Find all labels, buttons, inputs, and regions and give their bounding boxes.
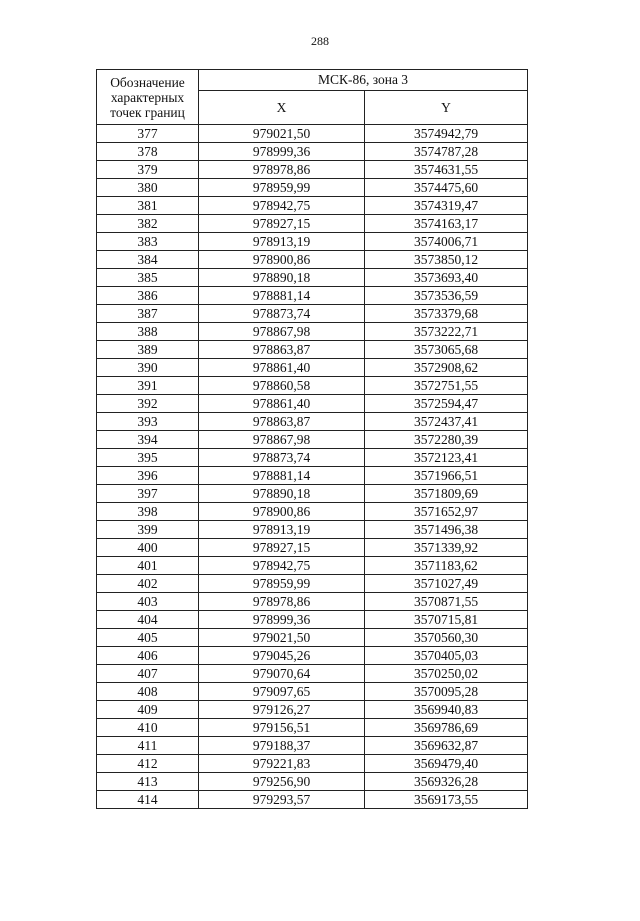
y-cell: 3570871,55 xyxy=(365,593,528,611)
y-cell: 3574319,47 xyxy=(365,197,528,215)
y-cell: 3570715,81 xyxy=(365,611,528,629)
table-row xyxy=(97,647,528,665)
point-cell: 384 xyxy=(97,251,199,269)
table-row xyxy=(97,593,528,611)
x-cell: 978881,14 xyxy=(199,287,365,305)
x-cell: 978860,58 xyxy=(199,377,365,395)
y-cell: 3574163,17 xyxy=(365,215,528,233)
table-row xyxy=(97,359,528,377)
y-cell: 3571027,49 xyxy=(365,575,528,593)
point-cell: 394 xyxy=(97,431,199,449)
table-body xyxy=(97,125,528,809)
y-cell: 3569632,87 xyxy=(365,737,528,755)
point-cell: 386 xyxy=(97,287,199,305)
point-cell: 397 xyxy=(97,485,199,503)
table-row xyxy=(97,467,528,485)
x-cell: 978999,36 xyxy=(199,143,365,161)
x-cell: 978978,86 xyxy=(199,161,365,179)
y-cell: 3574787,28 xyxy=(365,143,528,161)
x-cell: 978913,19 xyxy=(199,521,365,539)
table-header xyxy=(97,70,528,125)
y-cell: 3571966,51 xyxy=(365,467,528,485)
y-cell: 3569173,55 xyxy=(365,791,528,809)
y-cell: 3569786,69 xyxy=(365,719,528,737)
table-row xyxy=(97,161,528,179)
y-cell: 3572437,41 xyxy=(365,413,528,431)
point-cell: 404 xyxy=(97,611,199,629)
x-cell: 979126,27 xyxy=(199,701,365,719)
y-cell: 3570560,30 xyxy=(365,629,528,647)
x-cell: 978867,98 xyxy=(199,431,365,449)
y-cell: 3574475,60 xyxy=(365,179,528,197)
point-cell: 377 xyxy=(97,125,199,143)
x-cell: 978873,74 xyxy=(199,449,365,467)
y-cell: 3571809,69 xyxy=(365,485,528,503)
table-row xyxy=(97,791,528,809)
y-cell: 3573536,59 xyxy=(365,287,528,305)
x-cell: 978942,75 xyxy=(199,197,365,215)
x-cell: 978900,86 xyxy=(199,251,365,269)
y-cell: 3569940,83 xyxy=(365,701,528,719)
x-cell: 978942,75 xyxy=(199,557,365,575)
table-row xyxy=(97,737,528,755)
header-y: Y xyxy=(365,91,528,125)
table-row xyxy=(97,305,528,323)
point-cell: 398 xyxy=(97,503,199,521)
point-cell: 411 xyxy=(97,737,199,755)
table-row xyxy=(97,611,528,629)
point-cell: 402 xyxy=(97,575,199,593)
table-row xyxy=(97,251,528,269)
header-designation: Обозначение характерных точек границ xyxy=(97,70,199,125)
point-cell: 381 xyxy=(97,197,199,215)
y-cell: 3571652,97 xyxy=(365,503,528,521)
point-cell: 383 xyxy=(97,233,199,251)
header-x: X xyxy=(199,91,365,125)
x-cell: 978861,40 xyxy=(199,359,365,377)
table-row xyxy=(97,773,528,791)
table-row xyxy=(97,539,528,557)
y-cell: 3570095,28 xyxy=(365,683,528,701)
y-cell: 3572751,55 xyxy=(365,377,528,395)
y-cell: 3572123,41 xyxy=(365,449,528,467)
point-cell: 409 xyxy=(97,701,199,719)
point-cell: 403 xyxy=(97,593,199,611)
x-cell: 978867,98 xyxy=(199,323,365,341)
table-row xyxy=(97,521,528,539)
table-row xyxy=(97,629,528,647)
table-row xyxy=(97,269,528,287)
y-cell: 3573693,40 xyxy=(365,269,528,287)
point-cell: 387 xyxy=(97,305,199,323)
table-row xyxy=(97,449,528,467)
point-cell: 413 xyxy=(97,773,199,791)
y-cell: 3574006,71 xyxy=(365,233,528,251)
x-cell: 978881,14 xyxy=(199,467,365,485)
x-cell: 978999,36 xyxy=(199,611,365,629)
x-cell: 979221,83 xyxy=(199,755,365,773)
point-cell: 393 xyxy=(97,413,199,431)
table-row xyxy=(97,143,528,161)
y-cell: 3570405,03 xyxy=(365,647,528,665)
y-cell: 3572908,62 xyxy=(365,359,528,377)
point-cell: 392 xyxy=(97,395,199,413)
x-cell: 978863,87 xyxy=(199,341,365,359)
table-row xyxy=(97,341,528,359)
x-cell: 979188,37 xyxy=(199,737,365,755)
table-row xyxy=(97,323,528,341)
table-row xyxy=(97,575,528,593)
point-cell: 395 xyxy=(97,449,199,467)
x-cell: 979156,51 xyxy=(199,719,365,737)
point-cell: 379 xyxy=(97,161,199,179)
table-row xyxy=(97,701,528,719)
x-cell: 978890,18 xyxy=(199,269,365,287)
table-row xyxy=(97,233,528,251)
x-cell: 978863,87 xyxy=(199,413,365,431)
x-cell: 978978,86 xyxy=(199,593,365,611)
y-cell: 3573850,12 xyxy=(365,251,528,269)
x-cell: 978927,15 xyxy=(199,215,365,233)
point-cell: 389 xyxy=(97,341,199,359)
point-cell: 410 xyxy=(97,719,199,737)
point-cell: 408 xyxy=(97,683,199,701)
x-cell: 978959,99 xyxy=(199,575,365,593)
y-cell: 3574631,55 xyxy=(365,161,528,179)
table-row xyxy=(97,503,528,521)
y-cell: 3569326,28 xyxy=(365,773,528,791)
coordinates-table xyxy=(96,69,528,809)
header-coordinate-system: МСК-86, зона 3 xyxy=(199,70,528,91)
point-cell: 380 xyxy=(97,179,199,197)
x-cell: 978890,18 xyxy=(199,485,365,503)
y-cell: 3569479,40 xyxy=(365,755,528,773)
y-cell: 3571339,92 xyxy=(365,539,528,557)
point-cell: 400 xyxy=(97,539,199,557)
x-cell: 979070,64 xyxy=(199,665,365,683)
y-cell: 3573379,68 xyxy=(365,305,528,323)
table-row xyxy=(97,413,528,431)
table-row xyxy=(97,179,528,197)
table-row xyxy=(97,215,528,233)
point-cell: 407 xyxy=(97,665,199,683)
table-row xyxy=(97,125,528,143)
table-row xyxy=(97,197,528,215)
point-cell: 391 xyxy=(97,377,199,395)
point-cell: 382 xyxy=(97,215,199,233)
point-cell: 401 xyxy=(97,557,199,575)
point-cell: 390 xyxy=(97,359,199,377)
table-row xyxy=(97,485,528,503)
point-cell: 399 xyxy=(97,521,199,539)
point-cell: 406 xyxy=(97,647,199,665)
x-cell: 979021,50 xyxy=(199,629,365,647)
x-cell: 978900,86 xyxy=(199,503,365,521)
point-cell: 378 xyxy=(97,143,199,161)
table-row xyxy=(97,431,528,449)
table-row xyxy=(97,719,528,737)
x-cell: 979045,26 xyxy=(199,647,365,665)
point-cell: 405 xyxy=(97,629,199,647)
point-cell: 412 xyxy=(97,755,199,773)
page-number: 288 xyxy=(311,34,329,48)
x-cell: 978861,40 xyxy=(199,395,365,413)
y-cell: 3574942,79 xyxy=(365,125,528,143)
y-cell: 3571183,62 xyxy=(365,557,528,575)
y-cell: 3573065,68 xyxy=(365,341,528,359)
table-row xyxy=(97,557,528,575)
point-cell: 414 xyxy=(97,791,199,809)
x-cell: 978959,99 xyxy=(199,179,365,197)
y-cell: 3572280,39 xyxy=(365,431,528,449)
point-cell: 388 xyxy=(97,323,199,341)
table-row xyxy=(97,665,528,683)
table-row xyxy=(97,287,528,305)
table-row xyxy=(97,755,528,773)
y-cell: 3573222,71 xyxy=(365,323,528,341)
y-cell: 3570250,02 xyxy=(365,665,528,683)
x-cell: 979021,50 xyxy=(199,125,365,143)
y-cell: 3572594,47 xyxy=(365,395,528,413)
x-cell: 978913,19 xyxy=(199,233,365,251)
table-row xyxy=(97,395,528,413)
point-cell: 385 xyxy=(97,269,199,287)
x-cell: 979256,90 xyxy=(199,773,365,791)
table-row xyxy=(97,683,528,701)
point-cell: 396 xyxy=(97,467,199,485)
x-cell: 979097,65 xyxy=(199,683,365,701)
x-cell: 978873,74 xyxy=(199,305,365,323)
y-cell: 3571496,38 xyxy=(365,521,528,539)
x-cell: 978927,15 xyxy=(199,539,365,557)
table-row xyxy=(97,377,528,395)
x-cell: 979293,57 xyxy=(199,791,365,809)
